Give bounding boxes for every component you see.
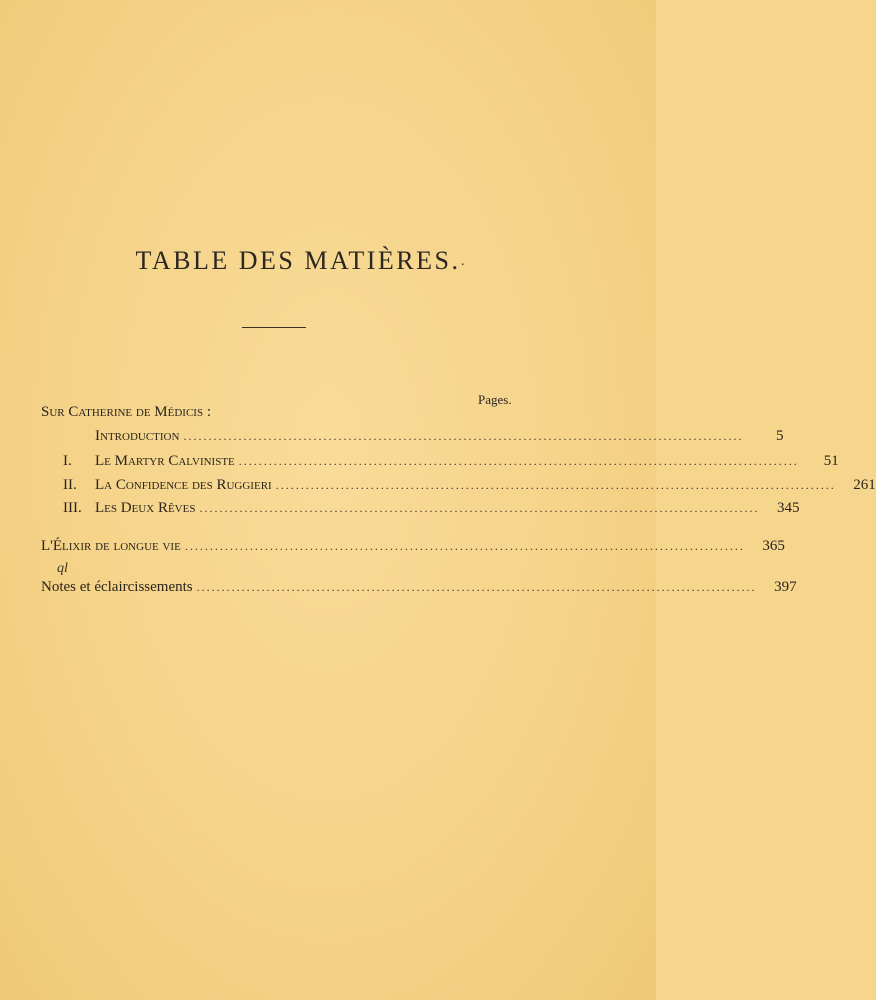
toc-entry-number: III.: [63, 500, 82, 516]
toc-entry-page: 51: [823, 453, 839, 469]
toc-entry-page: 345: [776, 500, 800, 516]
dot-leader: ................................................................................................................: [238, 454, 799, 468]
title-stray-mark: .: [461, 254, 465, 269]
toc-entry-page: 261: [853, 477, 876, 493]
toc-entry-number: II.: [63, 477, 77, 493]
page-title: TABLE DES MATIÈRES.: [135, 246, 461, 275]
toc-entry-introduction[interactable]: [95, 428, 784, 450]
section-heading: Sur Catherine de Médicis :: [41, 404, 212, 420]
toc-entry-notes[interactable]: [41, 579, 797, 601]
dot-leader: ................................................................................................................: [199, 501, 760, 515]
dot-leader: ................................................................................................................: [275, 478, 836, 492]
toc-entry-label: Notes et éclaircissements: [41, 579, 193, 595]
toc-entry-elixir[interactable]: [41, 538, 785, 560]
toc-entry-label: Introduction: [95, 428, 180, 444]
toc-entry-label: La Confidence des Ruggieri: [95, 477, 272, 493]
dot-leader: ................................................................................................................: [184, 539, 745, 553]
toc-entry-deux-reves[interactable]: [63, 500, 800, 522]
handwritten-mark: ql: [57, 561, 68, 576]
dot-leader: ................................................................................................................: [183, 429, 744, 443]
toc-entry-label: Les Deux Rêves: [95, 500, 196, 516]
toc-entry-page: 397: [774, 579, 797, 595]
toc-entry-page: 5: [775, 428, 784, 444]
toc-entry-page: 365: [762, 538, 785, 554]
dot-leader: ................................................................................................................: [196, 580, 757, 594]
toc-entry-label: Le Martyr Calviniste: [95, 453, 235, 469]
toc-entry-number: I.: [63, 453, 72, 469]
toc-entry-martyr-calviniste[interactable]: [63, 453, 839, 475]
toc-entry-label: L'Élixir de longue vie: [41, 538, 181, 554]
toc-entry-confidence-ruggieri[interactable]: [63, 477, 876, 499]
title-divider: [242, 327, 306, 328]
pages-column-label: Pages.: [478, 392, 512, 407]
